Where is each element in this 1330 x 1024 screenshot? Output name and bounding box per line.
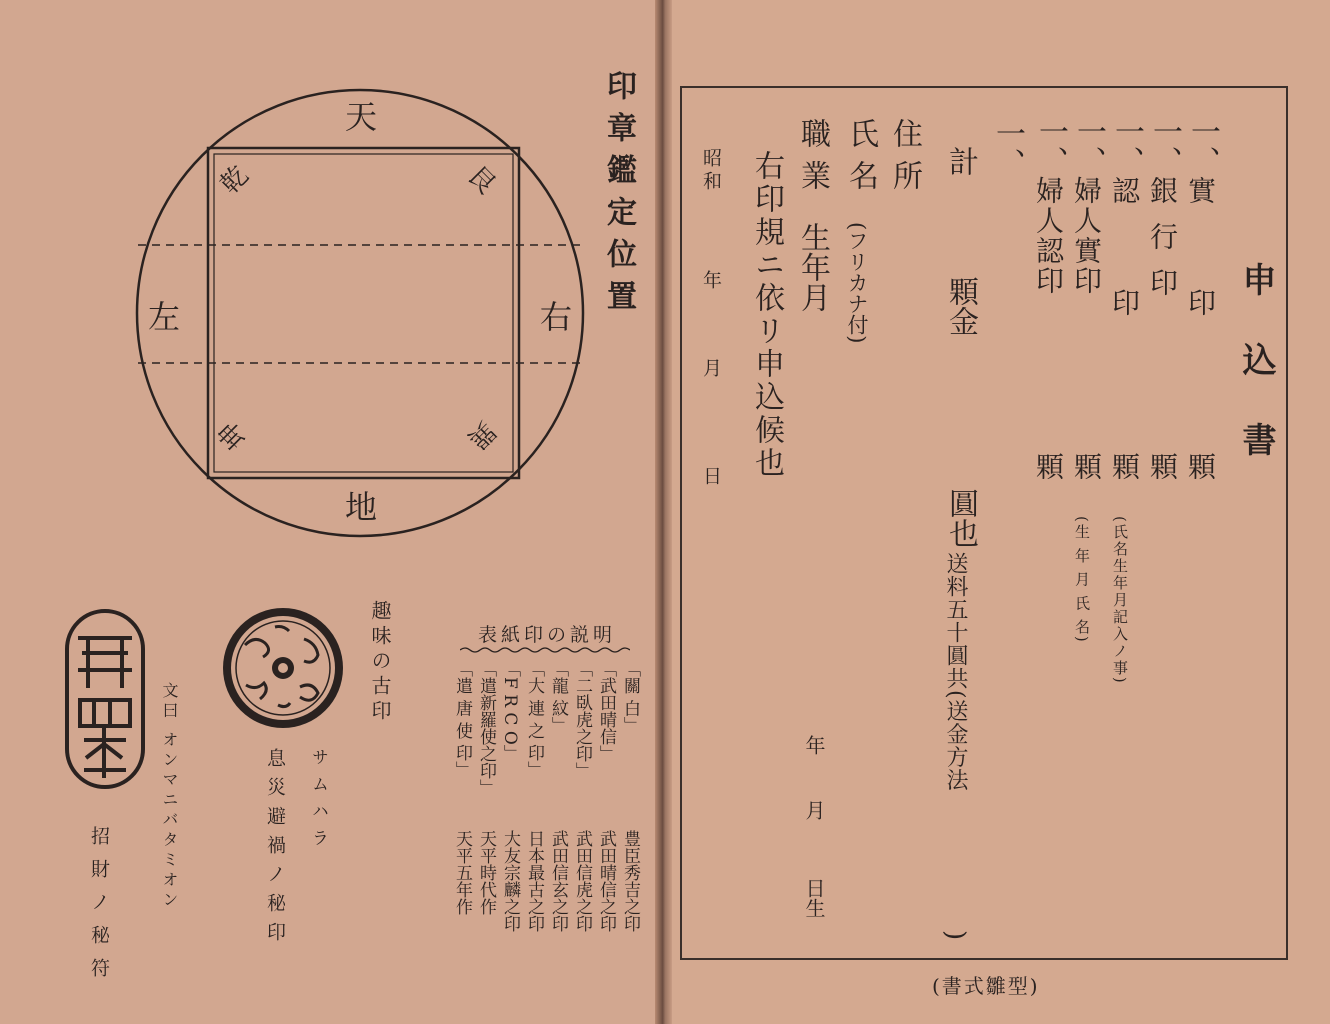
- birth-day: 日生: [802, 878, 826, 918]
- seal-position-diagram: [130, 80, 600, 550]
- date-month: 月: [700, 358, 722, 377]
- seal-left-label: 左: [148, 298, 181, 336]
- item-note: (生 年 月 氏 名): [1073, 516, 1091, 644]
- item-unit: 顆: [1070, 452, 1103, 480]
- explanation-seal-description: 武田信虎之印: [572, 830, 592, 932]
- explanation-seal-name: 「遣 唐 使 印」: [452, 660, 472, 779]
- oval-seal-caption-bottom: 招財ノ秘符: [88, 826, 110, 991]
- seal-corner-bottom-right: 巽: [461, 414, 502, 455]
- seal-right-label: 右: [540, 298, 573, 336]
- form-footer: (書式雛型): [932, 974, 1040, 998]
- era-label: 昭和: [700, 148, 722, 194]
- explanation-seal-description: 天平時代作: [476, 830, 496, 915]
- date-day: 日: [700, 466, 722, 485]
- item-prefix: 一、: [1033, 116, 1068, 176]
- item-prefix: 一、: [1147, 116, 1182, 176]
- seal-top-label: 天: [345, 98, 378, 136]
- explanation-heading-underline: [460, 646, 630, 654]
- explanation-seal-name: 「武田晴信」: [596, 660, 616, 762]
- item-unit: 顆: [1108, 452, 1141, 480]
- item-unit: 顆: [1146, 452, 1179, 480]
- amount-suffix: 圓也: [943, 488, 978, 548]
- item-unit: 顆: [1032, 452, 1065, 480]
- oval-seal-image: [64, 608, 146, 790]
- item-name: 認印: [1108, 176, 1141, 400]
- item-prefix: 一、: [1109, 116, 1144, 176]
- birth-year: 年: [802, 735, 826, 755]
- explanation-seal-description: 武田晴信之印: [596, 830, 616, 932]
- total-label: 計: [943, 146, 978, 176]
- name-label: 氏名: [843, 118, 878, 202]
- explanation-seal-name: 「龍 紋」: [548, 660, 568, 734]
- name-note: (フリカナ付): [845, 222, 869, 344]
- ancient-seals-heading: 趣味の古印: [368, 600, 392, 725]
- seal-diagram-heading: 印章鑑定位置: [601, 70, 636, 322]
- round-seal-image: [220, 605, 346, 731]
- date-year: 年: [700, 270, 722, 289]
- address-label: 住所: [887, 118, 922, 202]
- seal-bottom-label: 地: [345, 488, 378, 526]
- birth-month: 月: [802, 800, 826, 820]
- book-gutter: [655, 0, 672, 1024]
- total-unit: 顆: [943, 276, 978, 306]
- explanation-seal-name: 「大 連 之 印」: [524, 660, 544, 779]
- explanation-heading: 表紙印の説明: [478, 624, 617, 646]
- postage-note: 送料五十圓共(送金方法: [943, 552, 968, 792]
- item-name: 婦人實印: [1070, 176, 1103, 296]
- birth-label: 生年月: [795, 222, 830, 312]
- seal-outer-circle: [137, 90, 583, 536]
- explanation-seal-name: 「關 白」: [620, 660, 640, 734]
- seal-corner-top-left: 乾: [214, 160, 255, 201]
- amount-label: 金: [943, 306, 978, 336]
- declaration: 右印規ニ依リ申込候也: [749, 150, 784, 480]
- postage-close: ): [940, 930, 970, 941]
- item-note: (氏名生年月記入ノ事): [1111, 516, 1129, 685]
- explanation-seal-name: 「二臥虎之印」: [572, 660, 592, 779]
- explanation-seal-name: 「F R C O」: [500, 660, 520, 762]
- explanation-seal-description: 天平五年作: [452, 830, 472, 915]
- total-prefix: 一、: [990, 118, 1025, 178]
- seal-corner-bottom-left: 坤: [212, 414, 253, 455]
- item-name: 實印: [1184, 176, 1217, 400]
- round-seal-caption-top: サムハラ: [308, 748, 328, 856]
- item-prefix: 一、: [1185, 116, 1220, 176]
- item-name: 銀行印: [1146, 176, 1179, 314]
- explanation-seal-description: 豊臣秀吉之印: [620, 830, 640, 932]
- explanation-seal-description: 大友宗麟之印: [500, 830, 520, 932]
- explanation-seal-name: 「遣新羅使之印」: [476, 660, 496, 796]
- item-prefix: 一、: [1071, 116, 1106, 176]
- seal-corner-top-right: 艮: [461, 160, 502, 201]
- explanation-seal-description: 日本最古之印: [524, 830, 544, 932]
- round-seal-caption-bottom: 息災避禍ノ秘印: [264, 748, 286, 951]
- item-unit: 顆: [1184, 452, 1217, 480]
- explanation-seal-description: 武田信玄之印: [548, 830, 568, 932]
- oval-seal-caption-top: 文曰 オンマニバタミオン: [160, 682, 179, 912]
- occupation-label: 職業: [795, 118, 830, 202]
- form-title: 申込書: [1236, 262, 1276, 502]
- item-name: 婦人認印: [1032, 176, 1065, 296]
